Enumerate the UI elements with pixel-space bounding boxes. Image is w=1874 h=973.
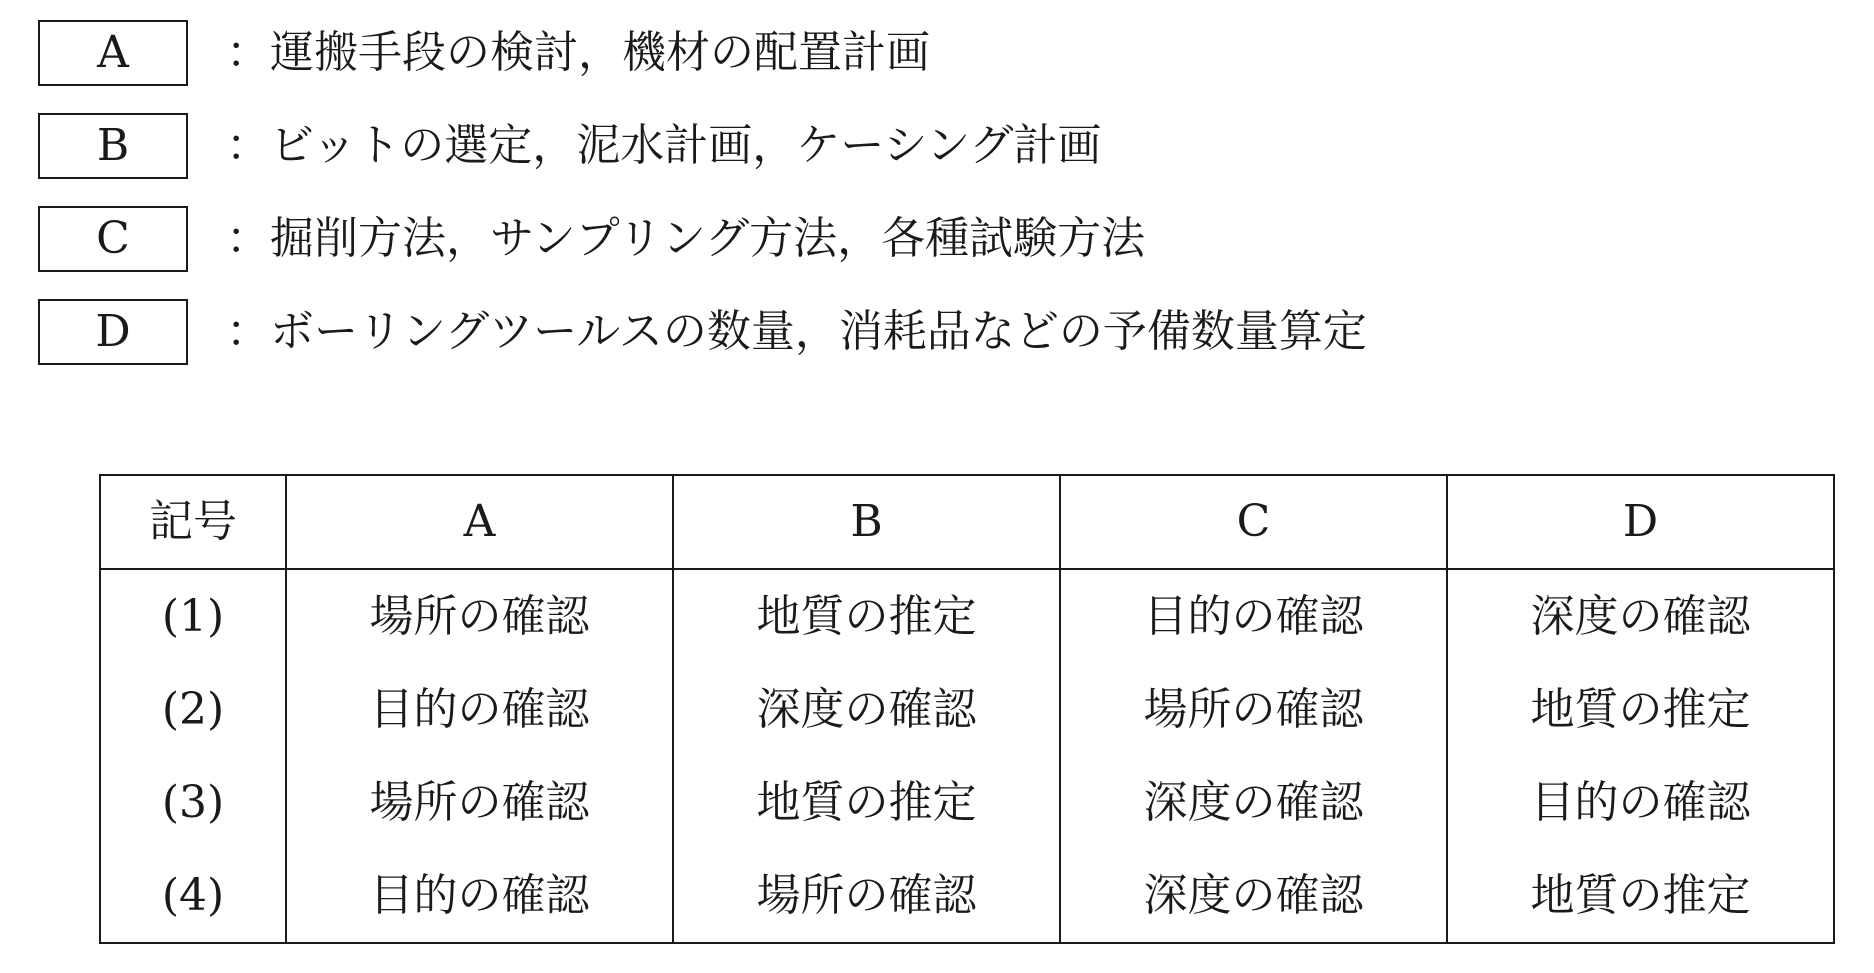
legend-row-d bbox=[38, 297, 1367, 367]
table-cell: 地質の推定 bbox=[673, 756, 1060, 849]
table-cell: 地質の推定 bbox=[673, 569, 1060, 663]
table-cell: 目的の確認 bbox=[286, 663, 673, 756]
header-c: C bbox=[1060, 475, 1447, 569]
header-d: D bbox=[1447, 475, 1834, 569]
row-number: (4) bbox=[100, 849, 286, 943]
table-cell: 地質の推定 bbox=[1447, 849, 1834, 943]
legend-label-box: D bbox=[38, 299, 188, 365]
header-symbol: 記号 bbox=[100, 475, 286, 569]
legend-description: ：ビットの選定，泥水計画，ケーシング計画 bbox=[226, 120, 1102, 171]
legend bbox=[38, 18, 1367, 390]
table-cell: 深度の確認 bbox=[673, 663, 1060, 756]
table-row bbox=[100, 756, 1834, 849]
legend-description: ：ボーリングツールスの数量，消耗品などの予備数量算定 bbox=[226, 306, 1367, 357]
table-cell: 深度の確認 bbox=[1060, 756, 1447, 849]
table-cell: 目的の確認 bbox=[1060, 569, 1447, 663]
table-cell: 場所の確認 bbox=[286, 756, 673, 849]
table-cell: 深度の確認 bbox=[1060, 849, 1447, 943]
table-cell: 目的の確認 bbox=[286, 849, 673, 943]
table-row bbox=[100, 569, 1834, 663]
table-cell: 深度の確認 bbox=[1447, 569, 1834, 663]
row-number: (1) bbox=[100, 569, 286, 663]
header-a: A bbox=[286, 475, 673, 569]
row-number: (3) bbox=[100, 756, 286, 849]
legend-description: ：掘削方法，サンプリング方法，各種試験方法 bbox=[226, 213, 1146, 264]
legend-row-b bbox=[38, 111, 1367, 181]
answer-table bbox=[99, 474, 1835, 944]
table-cell: 地質の推定 bbox=[1447, 663, 1834, 756]
table-cell: 場所の確認 bbox=[1060, 663, 1447, 756]
legend-description: ：運搬手段の検討，機材の配置計画 bbox=[226, 27, 930, 78]
table-row bbox=[100, 663, 1834, 756]
table-header-row bbox=[100, 475, 1834, 569]
legend-row-c bbox=[38, 204, 1367, 274]
legend-label-box: C bbox=[38, 206, 188, 272]
legend-row-a bbox=[38, 18, 1367, 88]
legend-label-box: B bbox=[38, 113, 188, 179]
legend-label-box: A bbox=[38, 20, 188, 86]
row-number: (2) bbox=[100, 663, 286, 756]
table-cell: 場所の確認 bbox=[286, 569, 673, 663]
header-b: B bbox=[673, 475, 1060, 569]
table-row bbox=[100, 849, 1834, 943]
table-cell: 目的の確認 bbox=[1447, 756, 1834, 849]
table-cell: 場所の確認 bbox=[673, 849, 1060, 943]
